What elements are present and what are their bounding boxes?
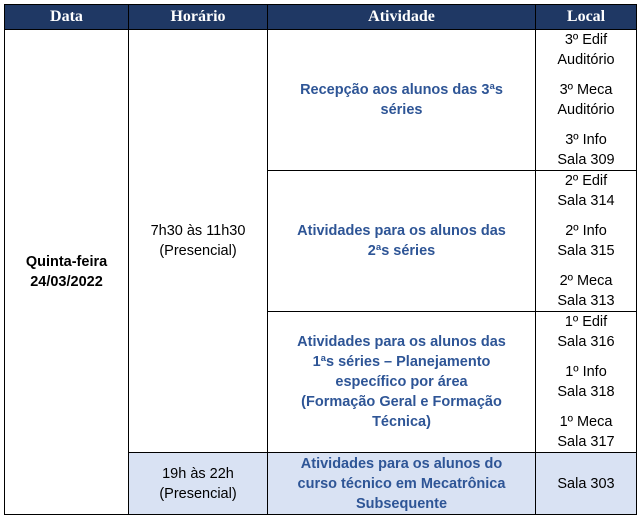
activity-cell [268,312,536,453]
location-course: 3º Edif [564,32,608,48]
activity-cell [268,30,536,171]
activity-line: Recepção aos alunos das 3ªs [300,82,503,98]
activity-line: Subsequente [355,495,448,512]
date-text: 24/03/2022 [30,274,103,290]
location-entry [536,221,636,261]
location-entry [536,171,636,211]
activity-line: (Formação Geral e Formação [301,394,502,410]
location-entry [536,412,636,452]
activity-cell [268,453,536,515]
activity-line: Atividades para os alunos das [297,223,506,239]
morning-mode-text: (Presencial) [159,243,237,259]
morning-hours-text: 7h30 às 11h30 [150,223,246,239]
location-course: 1º Meca [559,414,613,430]
schedule-table [4,4,637,515]
activity-line: Técnica) [372,414,431,430]
location-room: Sala 318 [557,384,615,400]
activity-line: 2ªs séries [367,243,436,259]
location-cell [536,30,637,171]
activity-line: séries [380,102,423,118]
activity-line: curso técnico em Mecatrônica [297,475,506,492]
location-entry [536,312,636,352]
location-entry [536,30,636,70]
location-course: 1º Edif [564,314,608,330]
morning-hours-cell [129,30,268,453]
date-cell [5,30,129,515]
location-cell: Sala 303 [536,453,637,515]
header-location: Local [536,5,637,30]
location-room: Auditório [557,52,615,68]
location-room: Auditório [557,102,615,118]
activity-line: 1ªs séries – Planejamento [312,354,491,370]
location-course: 2º Info [565,223,607,239]
location-entry [536,130,636,170]
location-course: 2º Meca [559,273,613,289]
activity-cell [268,171,536,312]
location-entry [536,271,636,311]
location-room: Sala 315 [557,243,615,259]
location-room: Sala 309 [557,152,615,168]
location-room: Sala 317 [557,434,615,450]
activity-line: Atividades para os alunos das [297,334,506,350]
header-row [5,5,637,30]
weekday-text: Quinta-feira [25,254,108,270]
location-course: 3º Info [565,132,607,148]
location-cell [536,171,637,312]
header-time: Horário [129,5,268,30]
location-room: Sala 313 [557,293,615,309]
location-room: Sala 316 [557,334,615,350]
location-room: Sala 314 [557,193,615,209]
location-entry [536,362,636,402]
header-date: Data [5,5,129,30]
location-course: 2º Edif [564,173,608,189]
evening-mode-text: (Presencial) [159,485,237,502]
location-course: 1º Info [565,364,607,380]
header-activity: Atividade [268,5,536,30]
evening-hours-text: 19h às 22h [162,465,234,482]
activity-line: Atividades para os alunos do [300,455,503,472]
activity-line: específico por área [335,374,468,390]
evening-hours-cell [129,453,268,515]
location-course: 3º Meca [559,82,613,98]
table-row [5,30,637,171]
location-entry [536,80,636,120]
location-cell [536,312,637,453]
